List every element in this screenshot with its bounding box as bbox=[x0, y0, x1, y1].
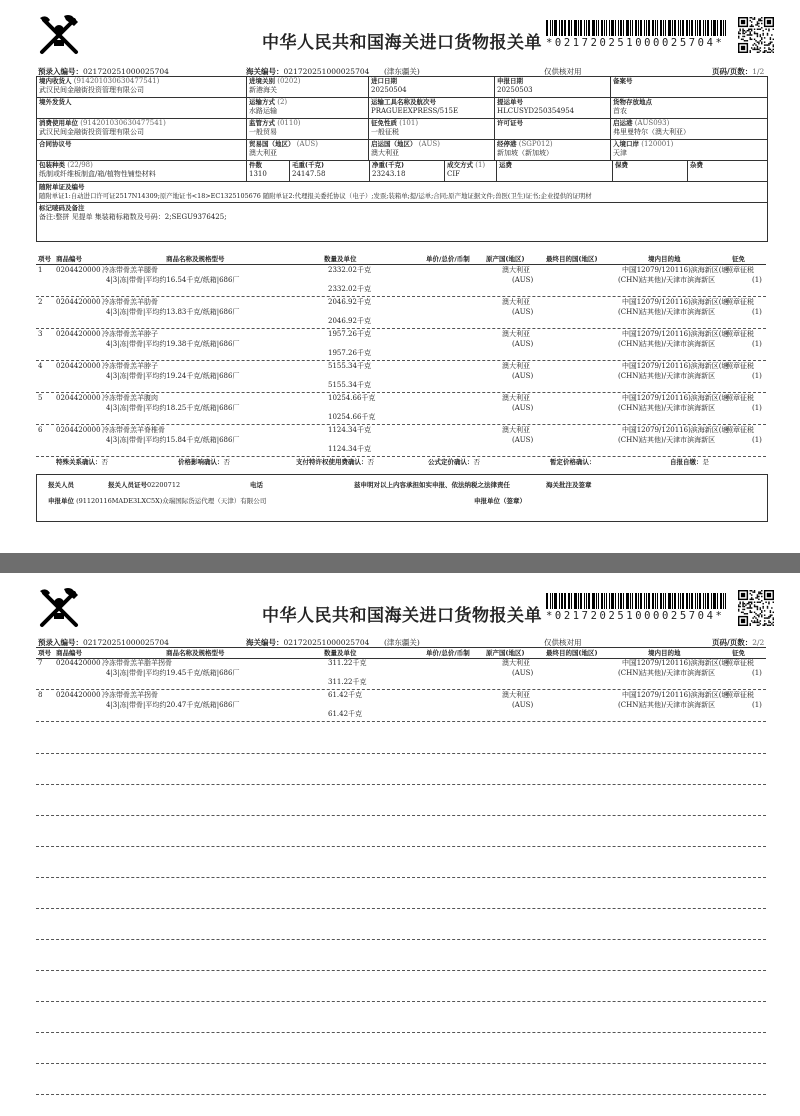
import-date-cell: 进口日期 20250504 bbox=[369, 77, 495, 97]
item-name: 冷冻带骨羔羊肋骨 bbox=[102, 298, 158, 306]
item-domestic: (12079/120116)滨海新区(塘 bbox=[634, 659, 729, 667]
item-origin-code: (AUS) bbox=[512, 307, 534, 316]
item-origin: 澳大利亚 bbox=[502, 362, 530, 370]
special-relation: 特殊关系确认：否 bbox=[56, 458, 108, 466]
item-dest: 中国 bbox=[622, 659, 636, 667]
shipper-cell: 境外发货人 bbox=[37, 98, 247, 118]
transit-port-cell: 经停港 (SGP012) 新加坡（新加坡） bbox=[495, 140, 611, 160]
item-origin: 澳大利亚 bbox=[502, 394, 530, 402]
origin-country-cell: 启运国（地区） (AUS) 澳大利亚 bbox=[369, 140, 495, 160]
item-dest-code: (CHN) bbox=[618, 435, 642, 444]
item-qty: 61.42千克 bbox=[328, 691, 363, 699]
reference-note: 仅供核对用 bbox=[544, 67, 582, 76]
barcode-text: *0217202510000257​04* bbox=[546, 610, 725, 622]
trade-country-cell: 贸易国（地区） (AUS) 澳大利亚 bbox=[247, 140, 369, 160]
col-domestic: 境内目的地 bbox=[648, 255, 681, 263]
col-levy: 征免 bbox=[732, 649, 745, 657]
barcode bbox=[546, 20, 728, 49]
item-domestic: (12079/120116)滨海新区(塘 bbox=[634, 266, 729, 274]
blank-row bbox=[36, 753, 766, 754]
blank-row bbox=[36, 846, 766, 847]
col-no: 项号 bbox=[38, 649, 51, 657]
item-name: 冷冻带骨羔羊脖子 bbox=[102, 330, 158, 338]
declaring-unit: 申报单位 (91120116MADE3LXC5X)众瑞国际货运代理（天津）有限公司 bbox=[48, 497, 267, 505]
reference-note: 仅供核对用 bbox=[544, 638, 582, 647]
item-dest: 中国 bbox=[622, 330, 636, 338]
grid-row-1 bbox=[37, 77, 767, 98]
phone: 电话 bbox=[250, 481, 263, 489]
item-origin-code: (AUS) bbox=[512, 339, 534, 348]
declarer: 报关人员 bbox=[48, 481, 74, 489]
item-spec: 4|3|冻|带骨|平均约15.84千克/纸箱|686厂 bbox=[106, 435, 240, 444]
item-qty2: 10254.66千克 bbox=[328, 413, 376, 421]
item-spec: 4|3|冻|带骨|平均约16.54千克/纸箱|686厂 bbox=[106, 275, 240, 284]
item-spec: 4|3|冻|带骨|平均约19.45千克/纸箱|686厂 bbox=[106, 668, 240, 677]
blank-row bbox=[36, 784, 766, 785]
item-levy: 照章征税 bbox=[726, 659, 754, 667]
barcode-text: *0217202510000257​04* bbox=[546, 37, 725, 49]
insurance-cell: 保费 bbox=[613, 161, 688, 181]
col-name: 商品名称及规格型号 bbox=[166, 649, 225, 657]
tax-cell: 征免性质 (101) 一般征税 bbox=[369, 119, 495, 139]
item-dest: 中国 bbox=[622, 426, 636, 434]
entry-customs-cell: 进境关别 (0202) 新港海关 bbox=[247, 77, 369, 97]
item-qty2: 1957.26千克 bbox=[328, 349, 371, 357]
item-dest: 中国 bbox=[622, 394, 636, 402]
blank-row bbox=[36, 1094, 766, 1095]
item-code: 0204420000 bbox=[56, 659, 101, 667]
customs-number: 海关编号：021720251000025704 bbox=[246, 67, 370, 76]
grid-row-attached bbox=[37, 182, 767, 203]
item-no: 1 bbox=[38, 266, 43, 274]
barcode bbox=[546, 593, 728, 622]
item-domestic2: 沽其他)/天津市滨海新区 bbox=[640, 307, 716, 316]
item-code: 0204420000 bbox=[56, 691, 101, 699]
item-row bbox=[36, 659, 766, 690]
item-name: 冷冻带骨羔羊腹肉 bbox=[102, 394, 158, 402]
item-levy-code: (1) bbox=[752, 339, 762, 348]
item-code: 0204420000 bbox=[56, 394, 101, 402]
item-dest: 中国 bbox=[622, 691, 636, 699]
consignee-cell: 境内收货人 (91420103063047754​1) 武汉民间金融街投资管理有限公司 bbox=[37, 77, 247, 97]
item-origin: 澳大利亚 bbox=[502, 659, 530, 667]
customs-emblem-icon bbox=[34, 585, 84, 633]
item-qty: 1124.34千克 bbox=[328, 426, 371, 434]
item-code: 0204420000 bbox=[56, 298, 101, 306]
col-domestic: 境内目的地 bbox=[648, 649, 681, 657]
item-qty2: 2332.02千克 bbox=[328, 285, 371, 293]
item-spec: 4|3|冻|带骨|平均约19.24千克/纸箱|686厂 bbox=[106, 371, 240, 380]
customs-emblem-icon bbox=[34, 12, 84, 60]
item-origin: 澳大利亚 bbox=[502, 266, 530, 274]
entry-port-cell: 入境口岸 (120001) 天津 bbox=[613, 140, 674, 157]
barcode-bars bbox=[546, 593, 728, 609]
col-levy: 征免 bbox=[732, 255, 745, 263]
item-domestic2: 沽其他)/天津市滨海新区 bbox=[640, 275, 716, 284]
item-origin: 澳大利亚 bbox=[502, 298, 530, 306]
item-qty2: 1124.34千克 bbox=[328, 445, 371, 453]
item-levy: 照章征税 bbox=[726, 691, 754, 699]
col-origin: 原产国(地区) bbox=[486, 649, 525, 657]
item-no: 8 bbox=[38, 691, 43, 699]
grid-row-marks bbox=[37, 203, 767, 241]
customs-port: (津东疆关) bbox=[384, 638, 420, 647]
item-origin-code: (AUS) bbox=[512, 275, 534, 284]
blank-row bbox=[36, 908, 766, 909]
declarer-cert: 报关人员证号02200712 bbox=[108, 481, 181, 489]
attached-docs: 随附单证及编号 随附单证1:自动进口许可证2517N14309;原产地证书<18>EC1325105676 随附单证2:代理报关委托协议（电子）;发票;装箱单;提/运单;合同;原产地证据文件;兽医(卫生)证书;企业提供的证明材 bbox=[39, 183, 592, 200]
item-origin: 澳大利亚 bbox=[502, 691, 530, 699]
blank-row bbox=[36, 1032, 766, 1033]
qr-code-icon bbox=[738, 17, 774, 53]
items-header bbox=[36, 254, 766, 265]
col-price: 单价/总价/币制 bbox=[426, 649, 470, 657]
item-domestic2: 沽其他)/天津市滨海新区 bbox=[640, 339, 716, 348]
gross-weight-cell: 毛重(千克) 24147.58 bbox=[290, 161, 370, 181]
item-name: 冷冻带骨羔羊拐骨 bbox=[102, 691, 158, 699]
bl-cell: 提运单号 HLCUSYD250354954 bbox=[495, 98, 611, 118]
col-code: 商品编号 bbox=[56, 649, 82, 657]
pieces-cell: 件数 1310 bbox=[247, 161, 290, 181]
item-name: 冷冻带骨羔羊脖子 bbox=[102, 362, 158, 370]
item-origin-code: (AUS) bbox=[512, 371, 534, 380]
customs-number: 海关编号：021720251000025704 bbox=[246, 638, 370, 647]
item-domestic2: 沽其他)/天津市滨海新区 bbox=[640, 668, 716, 677]
page-counter: 页码/页数：2/2 bbox=[712, 638, 765, 647]
item-name: 冷冻带骨羔羊脂羊拐骨 bbox=[102, 659, 172, 667]
document-title: 中华人民共和国海关进口货物报关单 bbox=[262, 33, 542, 53]
item-code: 0204420000 bbox=[56, 426, 101, 434]
customs-note: 海关批注及签章 bbox=[546, 481, 592, 489]
license-cell: 许可证号 bbox=[495, 119, 611, 139]
item-domestic2: 沽其他)/天津市滨海新区 bbox=[640, 700, 716, 709]
col-qty: 数量及单位 bbox=[324, 255, 357, 263]
barcode-bars bbox=[546, 20, 728, 36]
item-row bbox=[36, 266, 766, 297]
col-code: 商品编号 bbox=[56, 255, 82, 263]
col-origin: 原产国(地区) bbox=[486, 255, 525, 263]
item-levy: 照章征税 bbox=[726, 362, 754, 370]
item-no: 7 bbox=[38, 659, 43, 667]
blank-row bbox=[36, 877, 766, 878]
item-domestic: (12079/120116)滨海新区(塘 bbox=[634, 394, 729, 402]
royalty-confirm: 支付特许权使用费确认：否 bbox=[296, 458, 374, 466]
item-domestic: (12079/120116)滨海新区(塘 bbox=[634, 330, 729, 338]
unit-seal: 申报单位（签章） bbox=[474, 497, 526, 505]
vessel-cell: 运输工具名称及航次号 PRAGUEEXPRESS/515E bbox=[369, 98, 495, 118]
declaration-page-2 bbox=[0, 573, 800, 1116]
depart-port-cell: 启运港 (AUS093) 弗里曼特尔（澳大利亚） bbox=[613, 119, 690, 136]
item-origin-code: (AUS) bbox=[512, 668, 534, 677]
item-code: 0204420000 bbox=[56, 330, 101, 338]
blank-row bbox=[36, 939, 766, 940]
declaration-page-1 bbox=[0, 0, 800, 553]
item-levy-code: (1) bbox=[752, 435, 762, 444]
item-origin: 澳大利亚 bbox=[502, 330, 530, 338]
item-dest-code: (CHN) bbox=[618, 275, 642, 284]
item-levy: 照章征税 bbox=[726, 266, 754, 274]
page-counter: 页码/页数：1/2 bbox=[712, 67, 765, 76]
item-code: 0204420000 bbox=[56, 266, 101, 274]
item-spec: 4|3|冻|带骨|平均约18.25千克/纸箱|686厂 bbox=[106, 403, 240, 412]
item-no: 4 bbox=[38, 362, 43, 370]
item-domestic: (12079/120116)滨海新区(塘 bbox=[634, 362, 729, 370]
item-origin-code: (AUS) bbox=[512, 403, 534, 412]
item-domestic: (12079/120116)滨海新区(塘 bbox=[634, 298, 729, 306]
item-levy: 照章征税 bbox=[726, 394, 754, 402]
record-cell: 备案号 bbox=[613, 77, 633, 85]
item-origin: 澳大利亚 bbox=[502, 426, 530, 434]
customs-port: (津东疆关) bbox=[384, 67, 420, 76]
item-row bbox=[36, 330, 766, 361]
col-no: 项号 bbox=[38, 255, 51, 263]
decl-date-cell: 申报日期 20250503 bbox=[495, 77, 611, 97]
item-row bbox=[36, 426, 766, 457]
transport-cell: 运输方式 (2) 水路运输 bbox=[247, 98, 369, 118]
blank-row bbox=[36, 1063, 766, 1064]
item-levy: 照章征税 bbox=[726, 298, 754, 306]
prereg-number: 预录入编号：021720251000025704 bbox=[38, 67, 169, 76]
item-levy-code: (1) bbox=[752, 668, 762, 677]
item-name: 冷冻带骨羔羊腿骨 bbox=[102, 266, 158, 274]
item-dest-code: (CHN) bbox=[618, 403, 642, 412]
document-title: 中华人民共和国海关进口货物报关单 bbox=[262, 606, 542, 626]
item-domestic2: 沽其他)/天津市滨海新区 bbox=[640, 435, 716, 444]
col-dest: 最终目的国(地区) bbox=[546, 255, 598, 263]
col-name: 商品名称及规格型号 bbox=[166, 255, 225, 263]
misc-cell: 杂费 bbox=[690, 161, 703, 169]
item-levy-code: (1) bbox=[752, 275, 762, 284]
item-spec: 4|3|冻|带骨|平均约13.83千克/纸箱|686厂 bbox=[106, 307, 240, 316]
col-price: 单价/总价/币制 bbox=[426, 255, 470, 263]
item-qty: 2332.02千克 bbox=[328, 266, 371, 274]
item-levy-code: (1) bbox=[752, 403, 762, 412]
item-row bbox=[36, 394, 766, 425]
item-domestic2: 沽其他)/天津市滨海新区 bbox=[640, 403, 716, 412]
supervision-cell: 监管方式 (0110) 一般贸易 bbox=[247, 119, 369, 139]
item-origin-code: (AUS) bbox=[512, 435, 534, 444]
item-no: 6 bbox=[38, 426, 43, 434]
item-dest: 中国 bbox=[622, 362, 636, 370]
item-levy: 照章征税 bbox=[726, 426, 754, 434]
grid-row-3 bbox=[37, 119, 767, 140]
item-levy-code: (1) bbox=[752, 371, 762, 380]
item-qty: 311.22千克 bbox=[328, 659, 367, 667]
item-dest-code: (CHN) bbox=[618, 339, 642, 348]
grid-row-2 bbox=[37, 98, 767, 119]
col-dest: 最终目的国(地区) bbox=[546, 649, 598, 657]
item-dest-code: (CHN) bbox=[618, 668, 642, 677]
item-qty: 1957.26千克 bbox=[328, 330, 371, 338]
blank-row bbox=[36, 1001, 766, 1002]
blank-row bbox=[36, 970, 766, 971]
item-dest: 中国 bbox=[622, 298, 636, 306]
item-domestic: (12079/120116)滨海新区(塘 bbox=[634, 426, 729, 434]
qr-code-icon bbox=[738, 590, 774, 626]
legal-statement: 兹申明对以上内容承担如实申报、依法纳税之法律责任 bbox=[354, 481, 510, 489]
item-row bbox=[36, 298, 766, 329]
item-domestic2: 沽其他)/天津市滨海新区 bbox=[640, 371, 716, 380]
consumer-cell: 消费使用单位 (91420103063047754​1) 武汉民间金融街投资管理有限公司 bbox=[37, 119, 247, 139]
item-domestic: (12079/120116)滨海新区(塘 bbox=[634, 691, 729, 699]
item-name: 冷冻带骨羔羊脊椎骨 bbox=[102, 426, 165, 434]
formula-pricing: 公式定价确认：否 bbox=[428, 458, 480, 466]
item-spec: 4|3|冻|带骨|平均约19.38千克/纸箱|686厂 bbox=[106, 339, 240, 348]
item-no: 3 bbox=[38, 330, 43, 338]
storage-cell: 货物存放地点 首农 bbox=[613, 98, 652, 115]
grid-row-4 bbox=[37, 140, 767, 161]
item-dest: 中国 bbox=[622, 266, 636, 274]
item-qty: 2046.92千克 bbox=[328, 298, 371, 306]
grid-row-5 bbox=[37, 161, 767, 182]
item-spec: 4|3|冻|带骨|平均约20.47千克/纸箱|686厂 bbox=[106, 700, 240, 709]
item-qty: 5155.34千克 bbox=[328, 362, 371, 370]
item-no: 2 bbox=[38, 298, 43, 306]
provisional-price: 暂定价格确认： bbox=[550, 458, 596, 466]
item-no: 5 bbox=[38, 394, 43, 402]
price-influence: 价格影响确认：否 bbox=[178, 458, 230, 466]
item-code: 0204420000 bbox=[56, 362, 101, 370]
item-dest-code: (CHN) bbox=[618, 700, 642, 709]
declaration-grid bbox=[36, 76, 768, 242]
package-cell: 包装种类 (22/98) 纸制或纤维板制盒/箱/植物性铺垫材料 bbox=[37, 161, 247, 181]
marks-remarks: 标记唛码及备注 备注:整拼 见提单 集装箱标箱数及号码：2;SEGU9376425; bbox=[39, 204, 227, 221]
item-qty2: 61.42千克 bbox=[328, 710, 363, 718]
item-qty2: 5155.34千克 bbox=[328, 381, 371, 389]
item-levy: 照章征税 bbox=[726, 330, 754, 338]
item-row bbox=[36, 362, 766, 393]
item-levy-code: (1) bbox=[752, 307, 762, 316]
item-row bbox=[36, 691, 766, 722]
item-qty2: 311.22千克 bbox=[328, 678, 367, 686]
blank-row bbox=[36, 815, 766, 816]
item-qty2: 2046.92千克 bbox=[328, 317, 371, 325]
col-qty: 数量及单位 bbox=[324, 649, 357, 657]
item-origin-code: (AUS) bbox=[512, 700, 534, 709]
item-dest-code: (CHN) bbox=[618, 307, 642, 316]
self-declare: 自报自缴：是 bbox=[670, 458, 709, 466]
item-qty: 10254.66千克 bbox=[328, 394, 376, 402]
contract-cell: 合同协议号 bbox=[37, 140, 247, 160]
item-dest-code: (CHN) bbox=[618, 371, 642, 380]
freight-cell: 运费 bbox=[497, 161, 613, 181]
item-levy-code: (1) bbox=[752, 700, 762, 709]
net-weight-cell: 净重(千克) 23243.18 bbox=[370, 161, 445, 181]
items-header bbox=[36, 647, 766, 659]
deal-cell: 成交方式 (1) CIF bbox=[445, 161, 497, 181]
prereg-number: 预录入编号：021720251000025704 bbox=[38, 638, 169, 647]
